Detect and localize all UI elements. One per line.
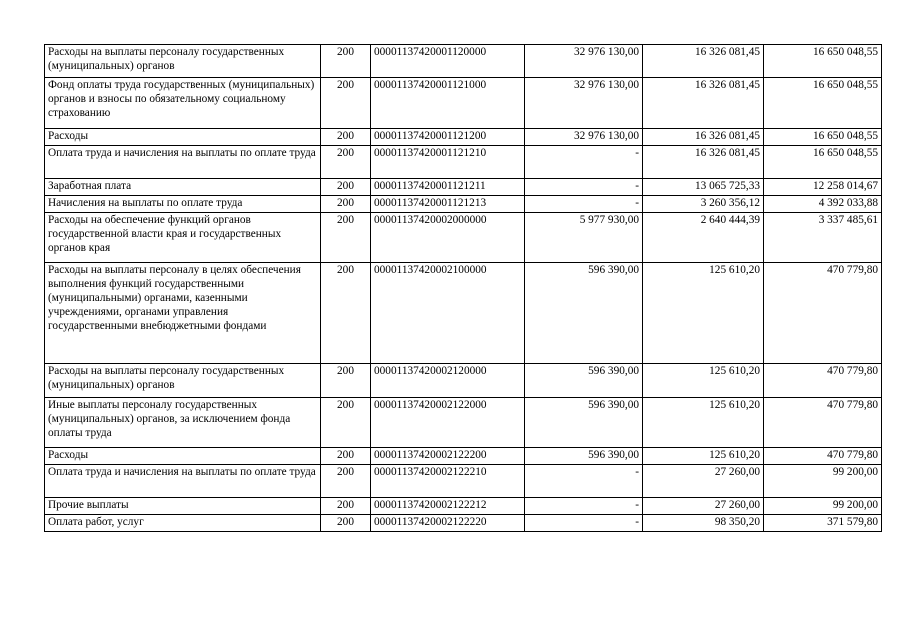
row-code: 200 (321, 515, 371, 532)
row-kbk: 00001137420001121000 (371, 78, 525, 129)
row-unexecuted: 470 779,80 (764, 263, 882, 364)
row-name: Расходы (45, 448, 321, 465)
row-code: 200 (321, 129, 371, 146)
row-approved: 596 390,00 (525, 364, 643, 398)
row-approved: - (525, 179, 643, 196)
row-approved: - (525, 498, 643, 515)
row-executed: 13 065 725,33 (643, 179, 764, 196)
row-unexecuted: 470 779,80 (764, 448, 882, 465)
row-unexecuted: 16 650 048,55 (764, 78, 882, 129)
row-approved: 32 976 130,00 (525, 78, 643, 129)
table-row (45, 448, 882, 465)
row-executed: 98 350,20 (643, 515, 764, 532)
row-executed: 125 610,20 (643, 364, 764, 398)
table-row (45, 78, 882, 129)
row-executed: 16 326 081,45 (643, 78, 764, 129)
row-executed: 2 640 444,39 (643, 213, 764, 263)
row-kbk: 00001137420001121211 (371, 179, 525, 196)
row-code: 200 (321, 398, 371, 448)
row-unexecuted: 4 392 033,88 (764, 196, 882, 213)
row-unexecuted: 12 258 014,67 (764, 179, 882, 196)
row-executed: 16 326 081,45 (643, 129, 764, 146)
row-code: 200 (321, 45, 371, 78)
row-kbk: 00001137420002122210 (371, 465, 525, 498)
row-kbk: 00001137420001121210 (371, 146, 525, 179)
row-executed: 125 610,20 (643, 398, 764, 448)
table-row (45, 196, 882, 213)
row-executed: 27 260,00 (643, 465, 764, 498)
row-kbk: 00001137420002000000 (371, 213, 525, 263)
table-row (45, 398, 882, 448)
table-row (45, 364, 882, 398)
row-name: Расходы на выплаты персоналу в целях обеспечения выполнения функций государственными (муниципальными) органами, казенными учреждениями, органами управления государственными внебюджетными фондами (45, 263, 321, 364)
row-approved: - (525, 515, 643, 532)
row-name: Расходы на обеспечение функций органов государственной власти края и государственных органов края (45, 213, 321, 263)
row-name: Заработная плата (45, 179, 321, 196)
row-executed: 16 326 081,45 (643, 45, 764, 78)
row-approved: 32 976 130,00 (525, 45, 643, 78)
row-code: 200 (321, 263, 371, 364)
row-approved: 596 390,00 (525, 448, 643, 465)
row-kbk: 00001137420001120000 (371, 45, 525, 78)
row-executed: 16 326 081,45 (643, 146, 764, 179)
row-approved: 596 390,00 (525, 398, 643, 448)
row-code: 200 (321, 364, 371, 398)
row-kbk: 00001137420002120000 (371, 364, 525, 398)
row-approved: 5 977 930,00 (525, 213, 643, 263)
row-unexecuted: 3 337 485,61 (764, 213, 882, 263)
row-unexecuted: 470 779,80 (764, 364, 882, 398)
row-executed: 125 610,20 (643, 448, 764, 465)
row-kbk: 00001137420002122200 (371, 448, 525, 465)
row-name: Оплата труда и начисления на выплаты по оплате труда (45, 465, 321, 498)
row-code: 200 (321, 448, 371, 465)
table-row (45, 146, 882, 179)
row-kbk: 00001137420002122212 (371, 498, 525, 515)
row-code: 200 (321, 78, 371, 129)
row-code: 200 (321, 196, 371, 213)
row-name: Расходы (45, 129, 321, 146)
table-row (45, 515, 882, 532)
row-name: Прочие выплаты (45, 498, 321, 515)
row-unexecuted: 371 579,80 (764, 515, 882, 532)
row-unexecuted: 16 650 048,55 (764, 146, 882, 179)
budget-execution-table (44, 44, 882, 532)
row-executed: 3 260 356,12 (643, 196, 764, 213)
row-code: 200 (321, 465, 371, 498)
table-row (45, 213, 882, 263)
row-unexecuted: 99 200,00 (764, 498, 882, 515)
row-executed: 27 260,00 (643, 498, 764, 515)
table-row (45, 465, 882, 498)
table-row (45, 129, 882, 146)
table-row (45, 498, 882, 515)
row-kbk: 00001137420002122000 (371, 398, 525, 448)
row-executed: 125 610,20 (643, 263, 764, 364)
row-approved: - (525, 465, 643, 498)
row-name: Иные выплаты персоналу государственных (муниципальных) органов, за исключением фонда оплаты труда (45, 398, 321, 448)
row-unexecuted: 16 650 048,55 (764, 45, 882, 78)
row-kbk: 00001137420001121200 (371, 129, 525, 146)
row-unexecuted: 99 200,00 (764, 465, 882, 498)
row-approved: - (525, 146, 643, 179)
row-approved: - (525, 196, 643, 213)
row-name: Начисления на выплаты по оплате труда (45, 196, 321, 213)
row-name: Фонд оплаты труда государственных (муниципальных) органов и взносы по обязательному социальному страхованию (45, 78, 321, 129)
row-name: Оплата работ, услуг (45, 515, 321, 532)
row-approved: 32 976 130,00 (525, 129, 643, 146)
row-kbk: 00001137420002122220 (371, 515, 525, 532)
row-code: 200 (321, 213, 371, 263)
row-approved: 596 390,00 (525, 263, 643, 364)
row-unexecuted: 16 650 048,55 (764, 129, 882, 146)
row-code: 200 (321, 179, 371, 196)
row-name: Расходы на выплаты персоналу государственных (муниципальных) органов (45, 364, 321, 398)
row-unexecuted: 470 779,80 (764, 398, 882, 448)
row-code: 200 (321, 146, 371, 179)
row-kbk: 00001137420002100000 (371, 263, 525, 364)
row-kbk: 00001137420001121213 (371, 196, 525, 213)
table-row (45, 263, 882, 364)
table-row (45, 45, 882, 78)
row-code: 200 (321, 498, 371, 515)
row-name: Оплата труда и начисления на выплаты по оплате труда (45, 146, 321, 179)
table-row (45, 179, 882, 196)
row-name: Расходы на выплаты персоналу государственных (муниципальных) органов (45, 45, 321, 78)
